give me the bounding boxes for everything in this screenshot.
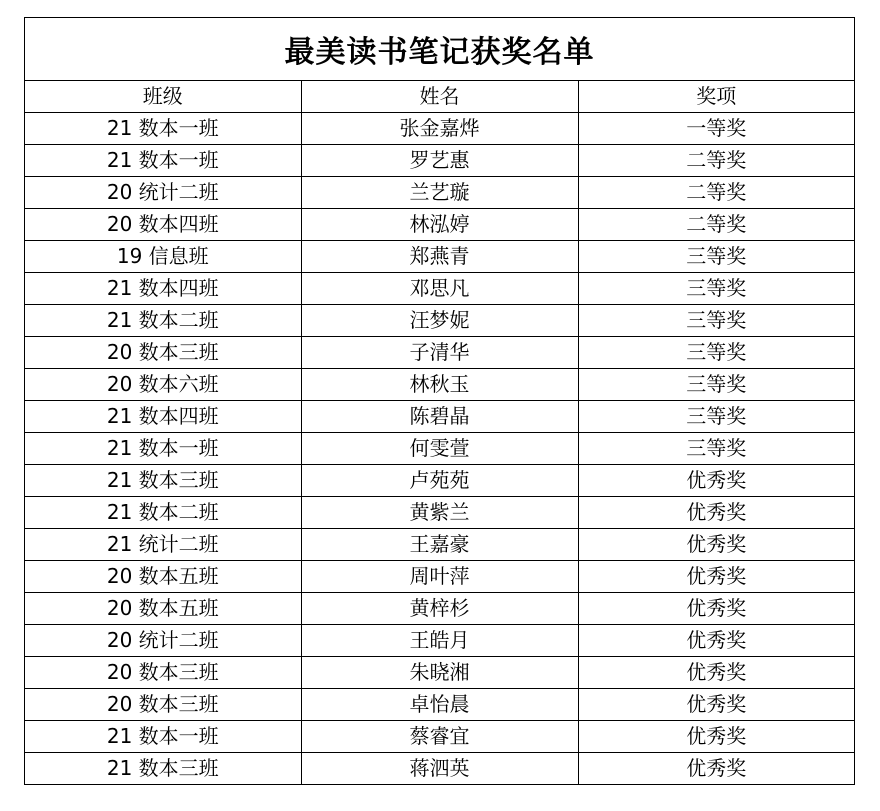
award-cell: 优秀奖 (686, 756, 747, 780)
award-cell: 优秀奖 (578, 465, 854, 497)
class-cell: 21 数本四班 (25, 401, 301, 433)
name-cell: 林秋玉 (301, 369, 578, 401)
table-row (25, 497, 854, 529)
table-row (25, 369, 854, 401)
class-cell: 20 统计二班 (25, 177, 301, 209)
name-cell: 黄紫兰 (301, 497, 578, 529)
table-row (25, 145, 854, 177)
column-header-class: 班级 (25, 81, 301, 113)
name-cell: 何雯萱 (301, 433, 578, 465)
name-cell: 林泓婷 (301, 209, 578, 241)
award-cell: 三等奖 (578, 401, 854, 433)
table-row (25, 593, 854, 625)
award-cell: 优秀奖 (578, 625, 854, 657)
award-cell: 优秀奖 (578, 529, 854, 561)
award-cell: 优秀奖 (578, 689, 854, 721)
name-cell: 朱晓湘 (301, 657, 578, 689)
name-cell: 卢苑苑 (301, 465, 578, 497)
class-cell: 20 数本三班 (25, 337, 301, 369)
award-cell: 三等奖 (578, 369, 854, 401)
name-cell: 卓怡晨 (301, 689, 578, 721)
table-row (25, 337, 854, 369)
award-cell: 三等奖 (578, 337, 854, 369)
table-row (25, 753, 854, 785)
table-row (25, 465, 854, 497)
award-table (25, 81, 854, 784)
class-cell: 20 数本三班 (25, 657, 301, 689)
award-cell: 二等奖 (578, 177, 854, 209)
class-cell: 21 数本二班 (25, 497, 301, 529)
class-cell: 21 数本一班 (25, 113, 301, 145)
column-header-name: 姓名 (301, 81, 578, 113)
table-row (25, 625, 854, 657)
name-cell: 汪梦妮 (301, 305, 578, 337)
name-cell: 王嘉豪 (301, 529, 578, 561)
table-row (25, 305, 854, 337)
name-cell: 蔡睿宜 (301, 721, 578, 753)
award-cell: 优秀奖 (578, 497, 854, 529)
class-cell: 21 数本一班 (25, 721, 301, 753)
table-row (25, 273, 854, 305)
name-cell: 兰艺璇 (301, 177, 578, 209)
name-cell: 陈碧晶 (301, 401, 578, 433)
award-cell: 三等奖 (578, 241, 854, 273)
table-row (25, 177, 854, 209)
award-cell: 优秀奖 (578, 593, 854, 625)
award-list-sheet (24, 17, 855, 785)
class-cell: 21 数本一班 (25, 433, 301, 465)
award-cell: 三等奖 (578, 273, 854, 305)
name-cell: 蒋泗英 (301, 753, 578, 785)
name-cell: 黄梓杉 (301, 593, 578, 625)
class-cell: 21 数本一班 (25, 145, 301, 177)
table-row (25, 113, 854, 145)
column-header-award: 奖项 (578, 81, 854, 113)
class-cell: 19 信息班 (25, 241, 301, 273)
table-row (25, 209, 854, 241)
class-cell: 21 统计二班 (25, 529, 301, 561)
class-cell: 21 数本二班 (25, 305, 301, 337)
class-cell: 20 统计二班 (25, 625, 301, 657)
name-cell: 张金嘉烨 (301, 113, 578, 145)
table-row (25, 433, 854, 465)
class-cell: 20 数本五班 (25, 593, 301, 625)
award-cell: 优秀奖 (578, 561, 854, 593)
name-cell: 周叶萍 (301, 561, 578, 593)
table-row (25, 689, 854, 721)
award-cell: 二等奖 (578, 145, 854, 177)
name-cell: 郑燕青 (301, 241, 578, 273)
name-cell: 邓思凡 (301, 273, 578, 305)
class-cell: 20 数本六班 (25, 369, 301, 401)
class-cell: 20 数本三班 (25, 689, 301, 721)
award-cell: 优秀奖 (578, 721, 854, 753)
name-cell: 罗艺惠 (301, 145, 578, 177)
table-row (25, 529, 854, 561)
award-cell: 一等奖 (578, 113, 854, 145)
sheet-title: 最美读书笔记获奖名单 (25, 18, 854, 81)
class-cell: 21 数本三班 (25, 753, 301, 785)
header-row (25, 81, 854, 113)
class-cell: 20 数本五班 (25, 561, 301, 593)
class-cell: 20 数本四班 (25, 209, 301, 241)
table-row (25, 241, 854, 273)
table-row (25, 657, 854, 689)
award-cell: 优秀奖 (578, 657, 854, 689)
award-cell: 三等奖 (578, 305, 854, 337)
award-cell: 二等奖 (578, 209, 854, 241)
table-row (25, 721, 854, 753)
class-cell: 21 数本四班 (25, 273, 301, 305)
award-cell: 三等奖 (578, 433, 854, 465)
table-row (25, 561, 854, 593)
name-cell: 王皓月 (301, 625, 578, 657)
name-cell: 子清华 (301, 337, 578, 369)
class-cell: 21 数本三班 (25, 465, 301, 497)
table-row (25, 401, 854, 433)
